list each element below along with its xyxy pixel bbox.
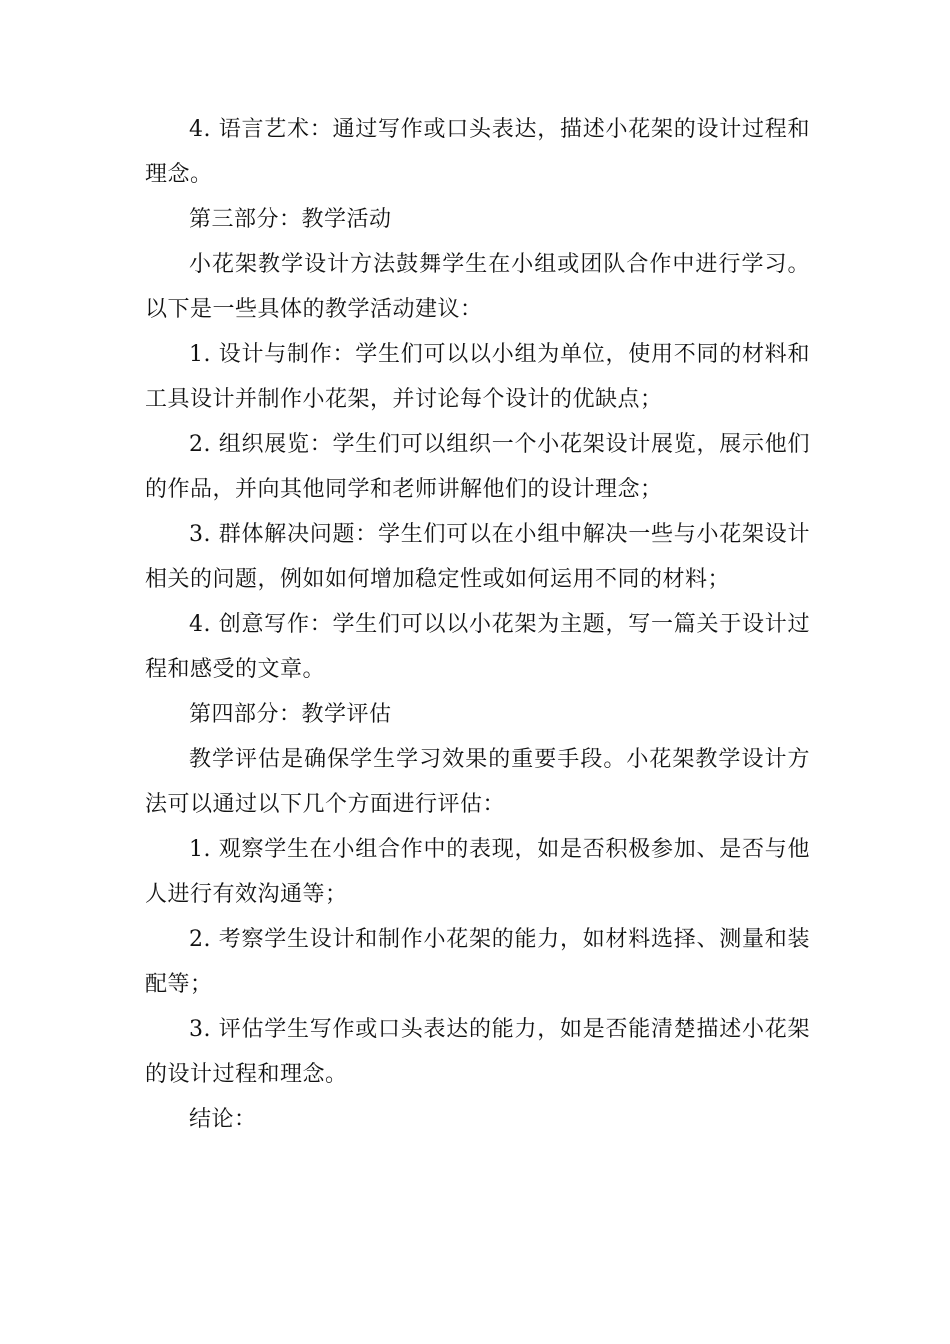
- list-item-group-problem-solving: 3. 群体解决问题：学生们可以在小组中解决一些与小花架设计相关的问题，例如如何增加稳定性或如何运用不同的材料；: [145, 522, 810, 592]
- conclusion-heading: 结论：: [189, 1107, 257, 1132]
- list-item-creative-writing: 4. 创意写作：学生们可以以小花架为主题，写一篇关于设计过程和感受的文章。: [145, 612, 810, 682]
- list-item-assess-design-ability: 2. 考察学生设计和制作小花架的能力，如材料选择、测量和装配等；: [145, 927, 810, 997]
- list-item-assess-expression: 3. 评估学生写作或口头表达的能力，如是否能清楚描述小花架的设计过程和理念。: [145, 1017, 810, 1087]
- document-body: [145, 107, 810, 1142]
- paragraph-activities-intro: 小花架教学设计方法鼓舞学生在小组或团队合作中进行学习。以下是一些具体的教学活动建议：: [145, 252, 810, 322]
- paragraph-language-arts: 4. 语言艺术：通过写作或口头表达，描述小花架的设计过程和理念。: [145, 117, 810, 187]
- list-item-design-and-make: 1. 设计与制作：学生们可以以小组为单位，使用不同的材料和工具设计并制作小花架，并讨论每个设计的优缺点；: [145, 342, 810, 412]
- list-item-exhibition: 2. 组织展览：学生们可以组织一个小花架设计展览，展示他们的作品，并向其他同学和老师讲解他们的设计理念；: [145, 432, 810, 502]
- section-heading-teaching-evaluation: 第四部分：教学评估: [189, 702, 392, 727]
- list-item-observe-cooperation: 1. 观察学生在小组合作中的表现，如是否积极参加、是否与他人进行有效沟通等；: [145, 837, 810, 907]
- section-heading-teaching-activities: 第三部分：教学活动: [189, 207, 392, 232]
- paragraph-evaluation-intro: 教学评估是确保学生学习效果的重要手段。小花架教学设计方法可以通过以下几个方面进行评估：: [145, 747, 810, 817]
